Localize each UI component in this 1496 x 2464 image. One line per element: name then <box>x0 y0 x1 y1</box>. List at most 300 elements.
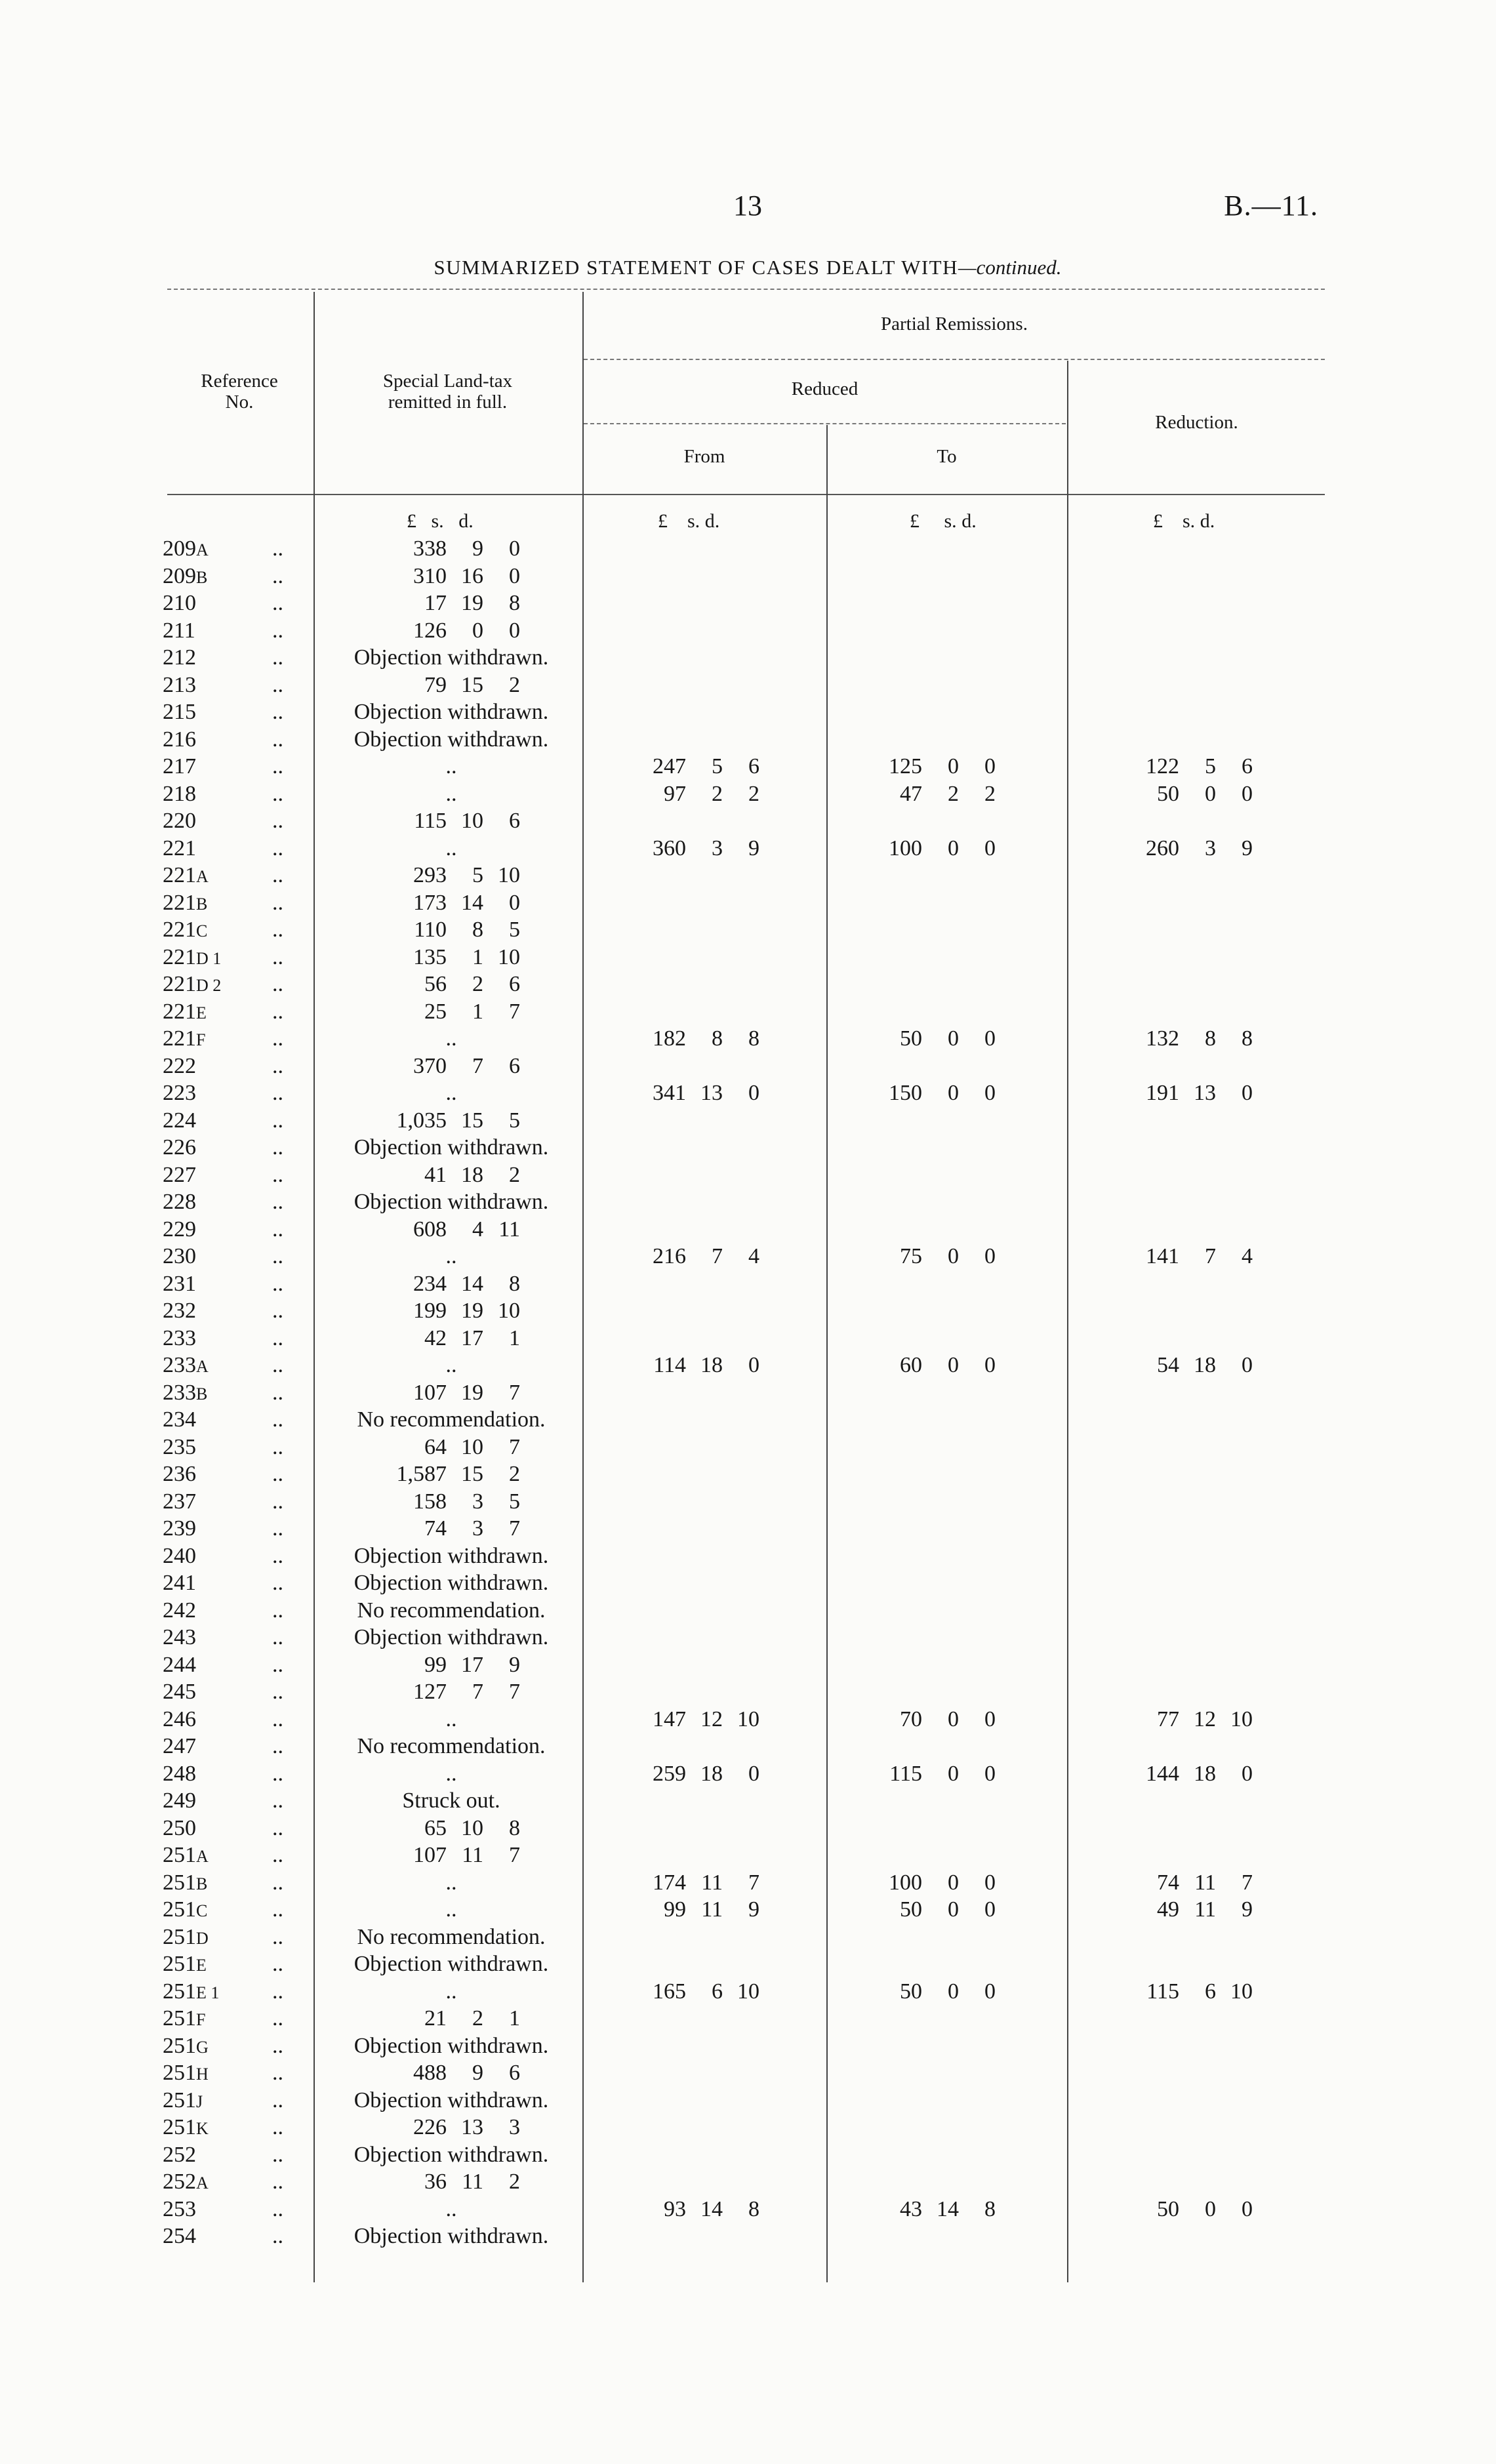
leader-dots: .. <box>272 2033 283 2058</box>
reference-base: 217 <box>163 754 196 778</box>
pence: 10 <box>737 1979 759 2004</box>
pence: 4 <box>748 1244 759 1268</box>
reference-number <box>163 1406 196 1435</box>
pence: 8 <box>1242 1026 1253 1051</box>
reference-number <box>163 1297 196 1326</box>
special-amount <box>327 998 576 1026</box>
pence-unit: d. <box>704 510 720 532</box>
pounds: 182 <box>653 1026 686 1051</box>
reference-base: 237 <box>163 1489 196 1514</box>
table-row <box>0 1543 1496 1570</box>
reference-base: 227 <box>163 1162 196 1187</box>
leader-dots: .. <box>272 1190 283 1214</box>
from-amount <box>622 1352 759 1379</box>
shillings: 6 <box>712 1979 723 2004</box>
reference-number <box>163 2196 196 2225</box>
table-row <box>0 1461 1496 1488</box>
shillings: 7 <box>1205 1244 1216 1268</box>
reference-base: 224 <box>163 1108 196 1133</box>
reference-base: 251 <box>163 2006 196 2030</box>
pence: 0 <box>509 618 520 643</box>
to-amount <box>858 753 996 780</box>
table-row <box>0 807 1496 835</box>
special-amount <box>327 807 576 835</box>
title-text: SUMMARIZED STATEMENT OF CASES DEALT WITH <box>434 256 958 279</box>
shillings-unit: s. <box>944 510 957 532</box>
reference-base: 221 <box>163 1026 196 1051</box>
pounds: 259 <box>653 1761 686 1786</box>
reference-number <box>163 1950 207 1979</box>
leader-dots: .. <box>272 1244 283 1268</box>
reference-suffix: B <box>196 1384 208 1404</box>
units-reduction <box>1153 510 1215 533</box>
pounds: 1,035 <box>396 1108 447 1133</box>
shillings: 8 <box>712 1026 723 1051</box>
pounds: 127 <box>413 1680 447 1704</box>
pounds: 50 <box>900 1979 922 2004</box>
reduction-amount <box>1115 1243 1253 1270</box>
pence: 0 <box>984 836 996 860</box>
pound-unit: £ <box>658 510 668 532</box>
pence: 6 <box>509 1053 520 1078</box>
shillings: 11 <box>701 1897 723 1922</box>
units-from <box>658 510 719 533</box>
reduction-amount <box>1115 753 1253 780</box>
reference-base: 251 <box>163 1843 196 1867</box>
special-amount <box>327 672 576 699</box>
reference-suffix: A <box>196 540 209 559</box>
reference-number <box>163 672 196 700</box>
special-amount <box>327 563 576 590</box>
pounds: 370 <box>413 1053 447 1078</box>
leader-dots: .. <box>272 1407 283 1432</box>
table-row <box>0 862 1496 889</box>
special-note: Objection withdrawn. <box>354 2033 549 2058</box>
reference-base: 251 <box>163 2061 196 2085</box>
pounds: 50 <box>1157 2196 1179 2221</box>
leader-dots: .. <box>272 1108 283 1133</box>
leader-dots: .. <box>272 563 283 588</box>
table-row <box>0 971 1496 998</box>
to-amount <box>858 1080 996 1107</box>
reference-number <box>163 1651 196 1680</box>
pence: 1 <box>509 2006 520 2030</box>
leader-dots: .. <box>272 1489 283 1514</box>
pounds: 74 <box>1157 1870 1179 1895</box>
reference-base: 249 <box>163 1788 196 1813</box>
table-row <box>0 1842 1496 1869</box>
leader-dots: .. <box>272 2170 283 2194</box>
shillings: 5 <box>712 754 723 778</box>
reference-base: 246 <box>163 1707 196 1731</box>
pence: 9 <box>748 836 759 860</box>
special-amount <box>327 2114 576 2141</box>
table-row <box>0 889 1496 917</box>
reference-number <box>163 1787 196 1816</box>
shillings: 16 <box>461 563 483 588</box>
from-amount <box>622 1243 759 1270</box>
to-amount <box>858 835 996 862</box>
leader-dots: .. <box>272 890 283 915</box>
table-row <box>0 2196 1496 2223</box>
table-row <box>0 1134 1496 1161</box>
leader-dots: .. <box>272 809 283 833</box>
to-amount <box>858 1978 996 2006</box>
reference-suffix: H <box>196 2065 209 2084</box>
reference-base: 221 <box>163 890 196 915</box>
pounds: 126 <box>413 618 447 643</box>
reference-base: 210 <box>163 591 196 615</box>
shillings: 0 <box>948 1353 959 1377</box>
reference-base: 221 <box>163 972 196 996</box>
reference-number <box>163 644 196 673</box>
shillings: 3 <box>712 836 723 860</box>
reference-base: 232 <box>163 1299 196 1323</box>
table-row <box>0 1869 1496 1897</box>
reference-number <box>163 617 195 646</box>
pounds: 115 <box>1146 1979 1179 2004</box>
pence: 8 <box>509 1271 520 1296</box>
leader-dots: .. <box>272 1924 283 1949</box>
pounds: 49 <box>1157 1897 1179 1922</box>
shillings: 18 <box>461 1162 483 1187</box>
leader-dots: .. <box>272 999 283 1024</box>
special-note: No recommendation. <box>357 1924 546 1949</box>
reference-number <box>163 1188 196 1217</box>
table-row <box>0 2005 1496 2032</box>
pence: 10 <box>1230 1979 1253 2004</box>
table-row <box>0 1406 1496 1434</box>
table-row <box>0 916 1496 944</box>
reference-base: 254 <box>163 2224 196 2248</box>
reference-number <box>163 835 196 864</box>
shillings: 1 <box>472 944 483 969</box>
table-row <box>0 2087 1496 2114</box>
pounds: 150 <box>889 1081 922 1105</box>
reference-base: 251 <box>163 1952 196 1976</box>
reference-suffix: A <box>196 1847 209 1866</box>
pounds: 293 <box>413 863 447 887</box>
to-amount <box>858 1760 996 1788</box>
pence: 0 <box>984 1353 996 1377</box>
reduction-amount <box>1115 1025 1253 1053</box>
table-row <box>0 1651 1496 1679</box>
reference-suffix: E <box>196 1956 207 1975</box>
reference-number <box>163 998 207 1027</box>
page-title <box>197 256 1299 279</box>
leader-dots: .. <box>272 1462 283 1486</box>
leader-dots: .. <box>272 1135 283 1160</box>
reference-suffix: B <box>196 1874 208 1893</box>
special-note: .. <box>445 1353 457 1377</box>
pounds: 141 <box>1146 1244 1179 1268</box>
shillings: 14 <box>937 2196 959 2221</box>
to-amount <box>858 1243 996 1270</box>
pence: 10 <box>1230 1707 1253 1731</box>
shillings: 15 <box>461 1462 483 1486</box>
pence: 0 <box>984 754 996 778</box>
table-row <box>0 1188 1496 1216</box>
special-amount <box>327 1815 576 1842</box>
reference-suffix: D 1 <box>196 948 222 968</box>
reference-number <box>163 1733 196 1762</box>
special-amount <box>327 1379 576 1407</box>
reference-suffix: B <box>196 567 208 587</box>
pounds: 114 <box>653 1353 686 1377</box>
pence: 5 <box>509 918 520 942</box>
to-amount <box>858 1025 996 1053</box>
table-row <box>0 835 1496 862</box>
reference-base: 236 <box>163 1462 196 1486</box>
table-row <box>0 698 1496 726</box>
leader-dots: .. <box>272 2196 283 2221</box>
special-note: .. <box>445 836 457 860</box>
table-row <box>0 1161 1496 1189</box>
from-amount <box>622 1896 759 1924</box>
shillings: 2 <box>472 2006 483 2030</box>
shillings: 0 <box>948 1761 959 1786</box>
pence: 8 <box>509 1815 520 1840</box>
shillings: 5 <box>472 863 483 887</box>
reference-base: 248 <box>163 1761 196 1786</box>
special-note: Objection withdrawn. <box>354 700 549 724</box>
reference-suffix: C <box>196 1901 208 1920</box>
shillings: 13 <box>700 1081 723 1105</box>
special-amount <box>327 1216 576 1243</box>
shillings: 11 <box>462 1843 483 1867</box>
pence: 0 <box>984 1244 996 1268</box>
pounds: 54 <box>1157 1353 1179 1377</box>
pounds: 174 <box>653 1870 686 1895</box>
pounds: 107 <box>413 1843 447 1867</box>
table-row <box>0 617 1496 645</box>
reference-base: 209 <box>163 536 196 561</box>
pence: 0 <box>984 1761 996 1786</box>
table-row <box>0 1624 1496 1651</box>
pence-unit: d. <box>1200 510 1215 532</box>
reference-number <box>163 2114 209 2143</box>
pence: 5 <box>509 1108 520 1133</box>
table-row <box>0 1053 1496 1080</box>
table-row <box>0 1815 1496 1842</box>
special-note: Objection withdrawn. <box>354 1135 549 1160</box>
shillings: 11 <box>1194 1897 1216 1922</box>
table-row <box>0 1978 1496 2006</box>
leader-dots: .. <box>272 1026 283 1051</box>
table-row <box>0 1434 1496 1461</box>
reference-base: 228 <box>163 1190 196 1214</box>
shillings: 14 <box>461 1271 483 1296</box>
leader-dots: .. <box>272 1325 283 1350</box>
reference-base: 221 <box>163 944 196 969</box>
reference-number <box>163 916 207 945</box>
pounds: 110 <box>414 918 447 942</box>
pounds: 93 <box>664 2196 686 2221</box>
pound-unit: £ <box>1153 510 1163 532</box>
reference-suffix: E 1 <box>196 1983 220 2002</box>
pounds: 60 <box>900 1353 922 1377</box>
shillings: 11 <box>701 1870 723 1895</box>
special-amount <box>327 944 576 971</box>
special-amount <box>327 862 576 889</box>
special-note: Objection withdrawn. <box>354 2142 549 2167</box>
reference-number <box>163 1924 209 1952</box>
special-note: Objection withdrawn. <box>354 1543 549 1568</box>
from-amount <box>622 1080 759 1107</box>
reference-number <box>163 2087 203 2116</box>
leader-dots: .. <box>272 1162 283 1187</box>
leader-dots: .. <box>272 2006 283 2030</box>
leader-dots: .. <box>272 972 283 996</box>
shillings: 3 <box>472 1516 483 1541</box>
special-amount <box>327 1488 576 1516</box>
special-note: .. <box>445 781 457 806</box>
pence: 7 <box>509 1434 520 1459</box>
shillings: 11 <box>1194 1870 1216 1895</box>
reference-suffix: E <box>196 1003 207 1022</box>
shillings: 19 <box>461 1380 483 1405</box>
reduction-amount <box>1115 2196 1253 2223</box>
reference-number <box>163 1678 196 1707</box>
pence: 8 <box>984 2196 996 2221</box>
leader-dots: .. <box>272 863 283 887</box>
table-row <box>0 1924 1496 1951</box>
reference-number <box>163 889 207 918</box>
from-amount <box>622 753 759 780</box>
table-row <box>0 2223 1496 2250</box>
pence: 10 <box>498 944 520 969</box>
reference-number <box>163 563 207 592</box>
reference-number <box>163 1216 196 1245</box>
pence: 0 <box>1242 781 1253 806</box>
shillings: 10 <box>461 1815 483 1840</box>
leader-dots: .. <box>272 1571 283 1595</box>
pence: 0 <box>984 1026 996 1051</box>
pence: 0 <box>1242 2196 1253 2221</box>
pence: 7 <box>509 1843 520 1867</box>
pounds: 21 <box>424 2006 447 2030</box>
title-suffix: —continued. <box>958 256 1062 279</box>
reference-number <box>163 753 196 782</box>
units-special <box>407 510 474 533</box>
pounds: 79 <box>424 672 447 697</box>
pounds: 99 <box>664 1897 686 1922</box>
pounds: 191 <box>1146 1081 1179 1105</box>
table-row <box>0 1678 1496 1706</box>
shillings: 15 <box>461 672 483 697</box>
leader-dots: .. <box>272 700 283 724</box>
reference-base: 251 <box>163 1870 196 1895</box>
header-to: To <box>937 446 957 467</box>
special-amount <box>327 1161 576 1189</box>
header-reduction: Reduction. <box>1155 412 1238 433</box>
table-row <box>0 1896 1496 1924</box>
special-amount <box>327 617 576 645</box>
reference-base: 253 <box>163 2196 196 2221</box>
shillings: 17 <box>461 1325 483 1350</box>
leader-dots: .. <box>272 1299 283 1323</box>
table-row <box>0 590 1496 617</box>
table-row <box>0 535 1496 563</box>
pounds: 135 <box>413 944 447 969</box>
reference-number <box>163 1053 196 1081</box>
to-amount <box>858 1869 996 1897</box>
reference-number <box>163 1760 196 1789</box>
pence: 0 <box>748 1081 759 1105</box>
reference-base: 251 <box>163 1897 196 1922</box>
reference-number <box>163 1842 209 1870</box>
pounds: 100 <box>889 836 922 860</box>
reference-suffix: A <box>196 2173 209 2192</box>
pounds: 115 <box>414 809 447 833</box>
reference-base: 221 <box>163 918 196 942</box>
reduction-amount <box>1115 1896 1253 1924</box>
table-row <box>0 563 1496 590</box>
pence-unit: d. <box>961 510 977 532</box>
shillings: 0 <box>1205 781 1216 806</box>
shillings: 19 <box>461 1299 483 1323</box>
table-row <box>0 1760 1496 1788</box>
reference-number <box>163 1461 196 1489</box>
special-note: .. <box>445 1244 457 1268</box>
leader-dots: .. <box>272 1271 283 1296</box>
special-note: Objection withdrawn. <box>354 1571 549 1595</box>
pence: 0 <box>748 1761 759 1786</box>
leader-dots: .. <box>272 1652 283 1677</box>
pence: 2 <box>748 781 759 806</box>
header-from: From <box>683 446 725 467</box>
pounds: 56 <box>424 972 447 996</box>
reference-number <box>163 862 209 891</box>
table-row <box>0 2168 1496 2196</box>
shillings: 12 <box>1194 1707 1216 1731</box>
special-note: .. <box>445 2196 457 2221</box>
pounds: 360 <box>653 836 686 860</box>
pence: 10 <box>737 1707 759 1731</box>
pounds: 50 <box>1157 781 1179 806</box>
shillings: 5 <box>1205 754 1216 778</box>
reference-base: 220 <box>163 809 196 833</box>
reference-base: 251 <box>163 2115 196 2139</box>
leader-dots: .. <box>272 1979 283 2004</box>
reference-number <box>163 698 196 727</box>
reference-number <box>163 726 196 755</box>
pence: 6 <box>748 754 759 778</box>
table-row <box>0 1379 1496 1407</box>
pence: 2 <box>509 1462 520 1486</box>
pounds: 338 <box>413 536 447 561</box>
reference-number <box>163 2032 209 2061</box>
table-row <box>0 753 1496 780</box>
table-row <box>0 1243 1496 1270</box>
pence: 5 <box>509 1489 520 1514</box>
leader-dots: .. <box>272 1897 283 1922</box>
reference-number <box>163 1107 196 1136</box>
leader-dots: .. <box>272 1053 283 1078</box>
reference-base: 216 <box>163 727 196 752</box>
leader-dots: .. <box>272 2115 283 2139</box>
shillings: 14 <box>461 890 483 915</box>
pence: 2 <box>509 672 520 697</box>
shillings: 4 <box>472 1217 483 1242</box>
to-amount <box>858 1352 996 1379</box>
leader-dots: .. <box>272 2088 283 2112</box>
reference-suffix: D 2 <box>196 976 222 995</box>
table-row <box>0 726 1496 754</box>
reference-base: 235 <box>163 1434 196 1459</box>
leader-dots: .. <box>272 944 283 969</box>
reference-base: 211 <box>163 618 195 643</box>
